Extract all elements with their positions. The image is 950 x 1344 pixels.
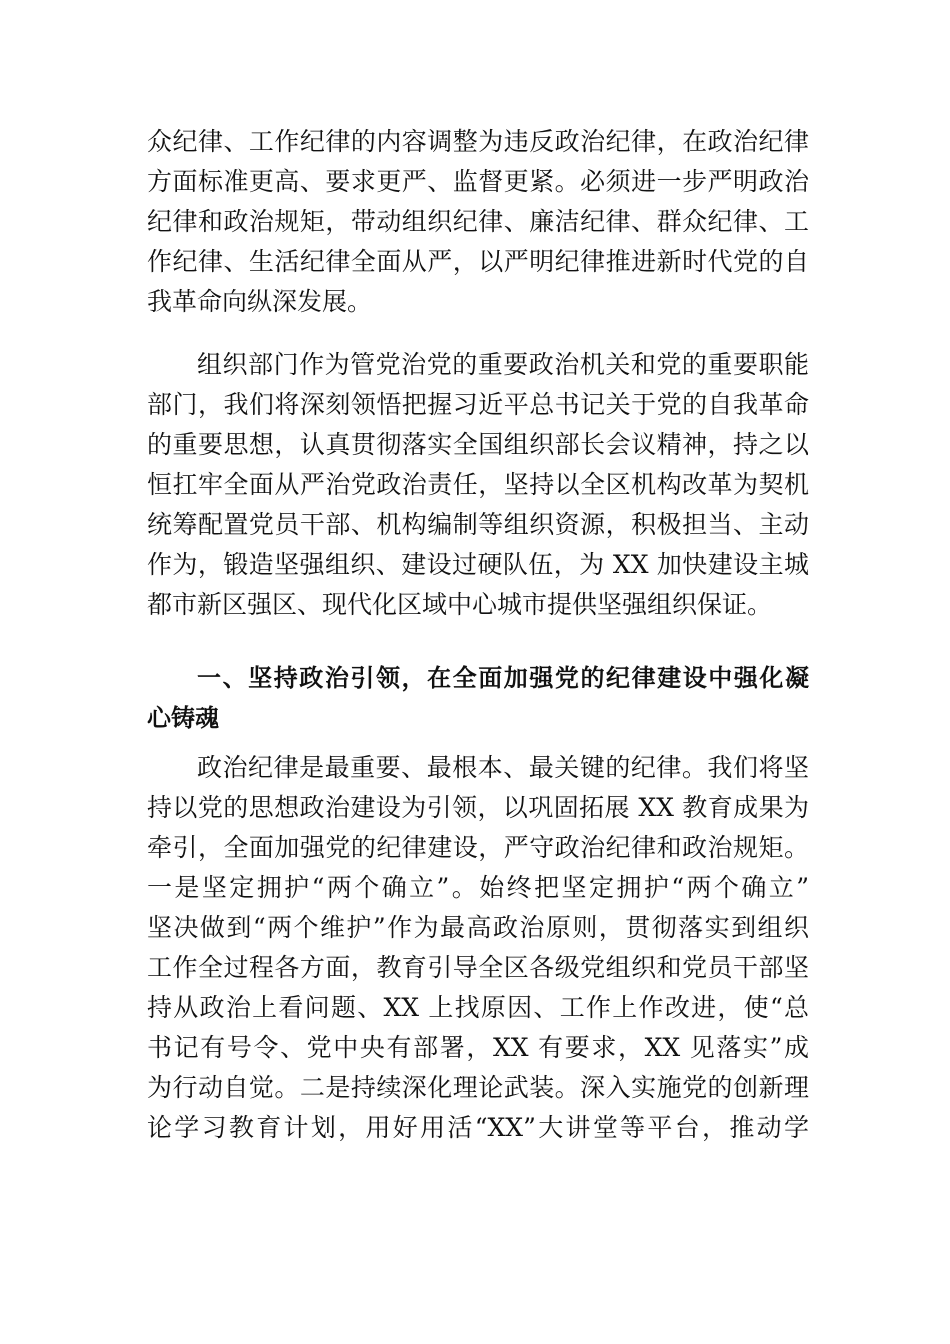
text-line: 坚决做到“两个维护”作为最高政治原则，贯彻落实到组织 — [147, 913, 809, 942]
text-line: 的重要思想，认真贯彻落实全国组织部长会议精神，持之以 — [147, 430, 809, 459]
text-line: 持以党的思想政治建设为引领，以巩固拓展 XX 教育成果为 — [147, 793, 809, 822]
text-line: 统筹配置党员干部、机构编制等组织资源，积极担当、主动 — [147, 510, 809, 539]
text-line: 工作全过程各方面，教育引导全区各级党组织和党员干部坚 — [147, 953, 809, 982]
text-line: 一是坚定拥护“两个确立”。始终把坚定拥护“两个确立” — [147, 873, 809, 902]
text-line: 为行动自觉。二是持续深化理论武装。深入实施党的创新理 — [147, 1073, 809, 1102]
text-line: 众纪律、工作纪律的内容调整为违反政治纪律，在政治纪律 — [147, 127, 809, 156]
text-line: 论学习教育计划，用好用活“XX”大讲堂等平台，推动学 — [147, 1113, 809, 1142]
text-line: 政治纪律是最重要、最根本、最关键的纪律。我们将坚 — [197, 753, 809, 782]
text-line: 部门，我们将深刻领悟把握习近平总书记关于党的自我革命 — [147, 390, 809, 419]
text-line: 持从政治上看问题、XX 上找原因、工作上作改进，使“总 — [147, 993, 809, 1022]
heading-line: 一、坚持政治引领，在全面加强党的纪律建设中强化凝 — [197, 664, 809, 692]
text-line: 纪律和政治规矩，带动组织纪律、廉洁纪律、群众纪律、工 — [147, 207, 809, 236]
text-line: 都市新区强区、现代化区域中心城市提供坚强组织保证。 — [147, 590, 773, 619]
text-line: 作为，锻造坚强组织、建设过硬队伍，为 XX 加快建设主城 — [147, 550, 809, 579]
text-line: 组织部门作为管党治党的重要政治机关和党的重要职能 — [197, 350, 809, 379]
text-line: 恒扛牢全面从严治党政治责任，坚持以全区机构改革为契机 — [147, 470, 809, 499]
text-line: 我革命向纵深发展。 — [147, 287, 373, 316]
text-line: 书记有号令、党中央有部署，XX 有要求，XX 见落实”成 — [147, 1033, 809, 1062]
text-line: 作纪律、生活纪律全面从严，以严明纪律推进新时代党的自 — [147, 247, 809, 276]
text-line: 方面标准更高、要求更严、监督更紧。必须进一步严明政治 — [147, 167, 809, 196]
text-line: 牵引，全面加强党的纪律建设，严守政治纪律和政治规矩。 — [147, 833, 809, 862]
heading-line: 心铸魂 — [147, 704, 219, 732]
